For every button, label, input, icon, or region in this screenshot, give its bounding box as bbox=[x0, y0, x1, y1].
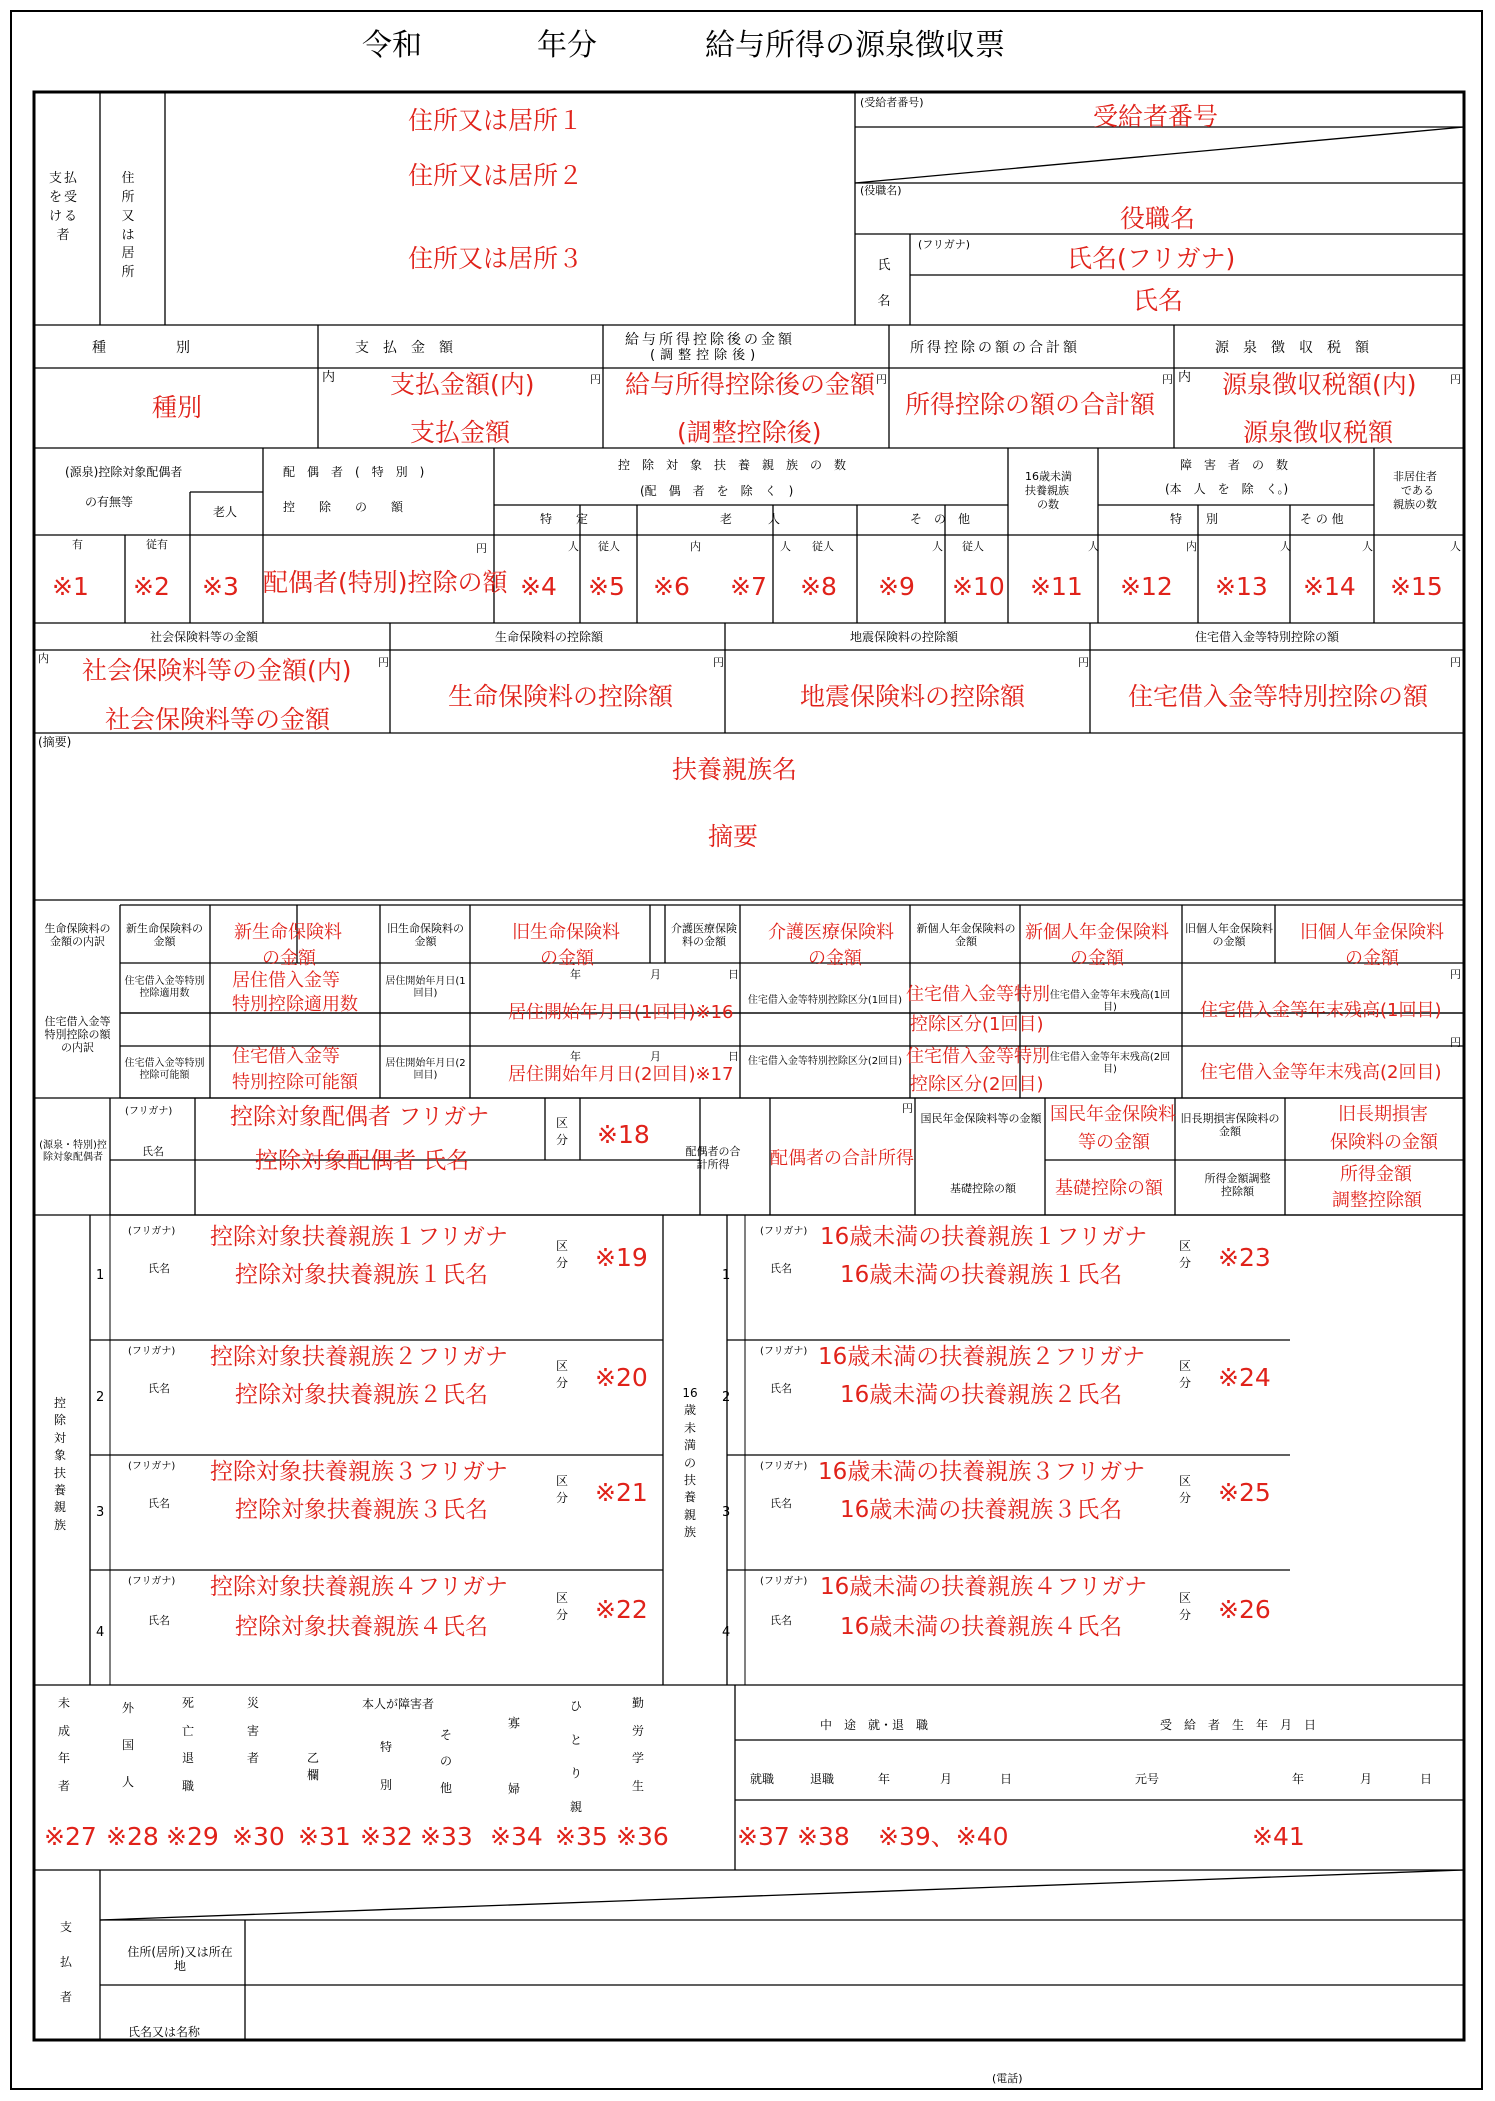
mark-27[interactable]: ※27 bbox=[44, 1822, 97, 1851]
nin-mark: 人 bbox=[932, 540, 943, 553]
day-mark: 日 bbox=[728, 968, 739, 981]
yen-mark: 円 bbox=[1450, 968, 1461, 981]
spouse-income-header: 配偶者の合計所得 bbox=[685, 1145, 741, 1172]
withholding-tax-header: 源 泉 徴 収 税 額 bbox=[1215, 340, 1369, 356]
month-mark: 月 bbox=[650, 1050, 661, 1063]
uchi-mark: 内 bbox=[1186, 540, 1197, 553]
balance-2-header: 住宅借入金等年末残高(2回目) bbox=[1049, 1052, 1171, 1075]
balance-2[interactable]: 住宅借入金等年末残高(2回目) bbox=[1200, 1062, 1442, 1083]
life-insurance-deduction[interactable]: 生命保険料の控除額 bbox=[448, 682, 674, 711]
u16-kana-label: (フリガナ) bbox=[760, 1461, 808, 1472]
balance-1-header: 住宅借入金等年末残高(1回目) bbox=[1049, 990, 1171, 1013]
income-adjust[interactable]: 所得金額 bbox=[1340, 1164, 1412, 1185]
nonresident-header-2: である bbox=[1401, 484, 1434, 497]
mark-20[interactable]: ※20 bbox=[595, 1363, 648, 1392]
mark-8[interactable]: ※8 bbox=[800, 572, 837, 601]
yen-mark: 円 bbox=[476, 542, 487, 555]
disability-count-header-2: (本 人 を 除 く。) bbox=[1165, 482, 1289, 496]
yen-mark: 円 bbox=[1078, 656, 1089, 669]
mark-41[interactable]: ※41 bbox=[1252, 1822, 1305, 1851]
u16-name[interactable]: 16歳未満の扶養親族４氏名 bbox=[840, 1614, 1123, 1640]
nin-mark: 人 bbox=[1088, 540, 1099, 553]
widow-header: 寡婦 bbox=[507, 1716, 520, 1796]
month-mark: 月 bbox=[650, 968, 661, 981]
new-life-amount-2[interactable]: の金額 bbox=[262, 948, 316, 969]
mark-39-40[interactable]: ※39、※40 bbox=[878, 1822, 1009, 1851]
u16-no: 4 bbox=[722, 1625, 731, 1640]
payer-label: 支払者 bbox=[59, 1920, 72, 2004]
disability-other-label: その他 bbox=[439, 1728, 452, 1795]
u16-kana-label: (フリガナ) bbox=[760, 1576, 808, 1587]
dep-kubun-label: 区分 bbox=[555, 1239, 568, 1271]
u16-kubun-label: 区分 bbox=[1178, 1239, 1191, 1271]
withholding-tax-inner[interactable]: 源泉徴収税額(内) bbox=[1222, 370, 1417, 399]
spouse-kubun-label: 区分 bbox=[555, 1116, 568, 1148]
other-header: そ の 他 bbox=[910, 512, 971, 526]
old-longterm-2[interactable]: 保険料の金額 bbox=[1330, 1132, 1438, 1153]
dep-kubun-label: 区分 bbox=[555, 1474, 568, 1506]
spouse-section-label: (源泉・特別)控除対象配偶者 bbox=[39, 1140, 107, 1163]
mark-31[interactable]: ※31 bbox=[298, 1822, 351, 1851]
spouse-deduction-amount[interactable]: 配偶者(特別)控除の額 bbox=[263, 568, 508, 597]
yen-mark: 円 bbox=[1450, 1036, 1461, 1049]
dependent-kana[interactable]: 控除対象扶養親族４フリガナ bbox=[210, 1574, 508, 1600]
mark-9[interactable]: ※9 bbox=[878, 572, 915, 601]
ju-yes-label: 従有 bbox=[146, 538, 168, 551]
name-kana[interactable]: 氏名(フリガナ) bbox=[1067, 244, 1236, 273]
day-mark: 日 bbox=[728, 1050, 739, 1063]
mark-7[interactable]: ※7 bbox=[730, 572, 767, 601]
year-mark: 年 bbox=[570, 1050, 581, 1063]
kana-label: (フリガナ) bbox=[918, 238, 971, 251]
uchi-mark: 内 bbox=[322, 370, 336, 385]
old-pension-amount[interactable]: 旧個人年金保険料 bbox=[1300, 922, 1444, 943]
housing-loan-deduction[interactable]: 住宅借入金等特別控除の額 bbox=[1128, 682, 1429, 711]
mark-1[interactable]: ※1 bbox=[52, 572, 89, 601]
nenbun-label: 年分 bbox=[537, 28, 597, 63]
midway-month-header: 月 bbox=[940, 1772, 953, 1786]
mark-38[interactable]: ※38 bbox=[797, 1822, 850, 1851]
mark-24[interactable]: ※24 bbox=[1218, 1363, 1271, 1392]
mark-22[interactable]: ※22 bbox=[595, 1595, 648, 1624]
nin-mark: 人 bbox=[1280, 540, 1291, 553]
mark-35[interactable]: ※35 bbox=[555, 1822, 608, 1851]
dep-name-label: 氏名 bbox=[148, 1614, 170, 1627]
u16-name[interactable]: 16歳未満の扶養親族３氏名 bbox=[840, 1497, 1123, 1523]
specific-header: 特 定 bbox=[540, 512, 589, 526]
mark-37[interactable]: ※37 bbox=[737, 1822, 790, 1851]
juunin-mark: 従人 bbox=[812, 540, 834, 553]
kubun-1-header: 住宅借入金等特別控除区分(1回目) bbox=[747, 995, 903, 1006]
u16-name-label: 氏名 bbox=[770, 1497, 792, 1510]
u16-kana-label: (フリガナ) bbox=[760, 1226, 808, 1237]
life-insurance-header: 生命保険料の控除額 bbox=[495, 630, 604, 644]
old-life-amount[interactable]: 旧生命保険料 bbox=[512, 922, 620, 943]
dependents-count-header: 控 除 対 象 扶 養 親 族 の 数 bbox=[618, 458, 847, 472]
u16-kana-label: (フリガナ) bbox=[760, 1346, 808, 1357]
u16-kana[interactable]: 16歳未満の扶養親族３フリガナ bbox=[818, 1459, 1146, 1485]
life-breakdown-label: 生命保険料の金額の内訳 bbox=[44, 922, 111, 949]
income-adjust-2[interactable]: 調整控除額 bbox=[1332, 1190, 1422, 1211]
spouse-exists-header-2: の有無等 bbox=[85, 495, 134, 509]
yen-mark: 円 bbox=[1450, 656, 1461, 669]
mark-10[interactable]: ※10 bbox=[952, 572, 1005, 601]
position-label: (役職名) bbox=[860, 184, 902, 197]
total-deduction-amount[interactable]: 所得控除の額の合計額 bbox=[905, 390, 1156, 419]
uchi-mark: 内 bbox=[1178, 370, 1192, 385]
yen-mark: 円 bbox=[1162, 373, 1173, 386]
dependent-kana[interactable]: 控除対象扶養親族３フリガナ bbox=[210, 1459, 508, 1485]
mark-15[interactable]: ※15 bbox=[1390, 572, 1443, 601]
dependent-name[interactable]: 控除対象扶養親族１氏名 bbox=[235, 1262, 488, 1288]
pay-header: 支 払 金 額 bbox=[355, 340, 453, 356]
foreigner-header: 外国人 bbox=[121, 1701, 134, 1790]
name-value[interactable]: 氏名 bbox=[1133, 286, 1184, 315]
income-adjust-header: 所得金額調整控除額 bbox=[1204, 1172, 1271, 1199]
u16-name-label: 氏名 bbox=[770, 1614, 792, 1627]
old-header: 老 人 bbox=[720, 512, 781, 526]
under16-header: 16歳未満 bbox=[1025, 470, 1072, 483]
u16-no: 2 bbox=[722, 1390, 731, 1405]
dependents-section-label: 控除対象扶養親族 bbox=[53, 1396, 66, 1532]
mark-23[interactable]: ※23 bbox=[1218, 1243, 1271, 1272]
dependent-name[interactable]: 控除対象扶養親族４氏名 bbox=[235, 1614, 488, 1640]
birth-month-header: 月 bbox=[1360, 1772, 1373, 1786]
dependent-kana[interactable]: 控除対象扶養親族１フリガナ bbox=[210, 1224, 508, 1250]
after-deduction-subheader: (調整控除後) bbox=[650, 348, 761, 363]
spouse-name[interactable]: 控除対象配偶者 氏名 bbox=[255, 1148, 470, 1174]
minor-header: 未成年者 bbox=[57, 1696, 70, 1793]
spouse-exists-header: (源泉)控除対象配偶者 bbox=[65, 465, 183, 479]
national-pension[interactable]: 国民年金保険料 bbox=[1050, 1104, 1176, 1125]
basic-deduction[interactable]: 基礎控除の額 bbox=[1055, 1178, 1163, 1199]
disability-count-header: 障 害 者 の 数 bbox=[1180, 458, 1289, 472]
nin-mark: 人 bbox=[780, 540, 791, 553]
loan-possible[interactable]: 住宅借入金等 bbox=[232, 1046, 340, 1067]
old-life-amount-2[interactable]: の金額 bbox=[540, 948, 594, 969]
nin-mark: 人 bbox=[568, 540, 579, 553]
recipient-side-label: 支払を受ける者 bbox=[48, 171, 79, 243]
elder-header: 老人 bbox=[213, 505, 238, 519]
old-life-header: 旧生命保険料の金額 bbox=[387, 922, 464, 949]
withholding-tax-amount[interactable]: 源泉徴収税額 bbox=[1243, 418, 1394, 447]
mark-6[interactable]: ※6 bbox=[653, 572, 690, 601]
start-date-1-header: 居住開始年月日(1回目) bbox=[385, 976, 466, 999]
u16-kana[interactable]: 16歳未満の扶養親族４フリガナ bbox=[820, 1574, 1148, 1600]
spouse-deduction-header-2: 控 除 の 額 bbox=[283, 500, 404, 514]
dependent-name[interactable]: 控除対象扶養親族３氏名 bbox=[235, 1497, 488, 1523]
otsu-header: 乙欄 bbox=[306, 1751, 319, 1783]
name-label: 氏名 bbox=[877, 258, 891, 310]
year-mark: 年 bbox=[570, 968, 581, 981]
u16-no: 3 bbox=[722, 1505, 731, 1520]
total-deduction-header: 所得控除の額の合計額 bbox=[910, 340, 1080, 356]
form-title: 給与所得の源泉徴収票 bbox=[705, 28, 1005, 63]
self-disability-header: 本人が障害者 bbox=[362, 1697, 435, 1711]
mark-2[interactable]: ※2 bbox=[133, 572, 170, 601]
summary-label: (摘要) bbox=[38, 735, 72, 749]
dependent-no: 3 bbox=[96, 1505, 105, 1520]
old-longterm[interactable]: 旧長期損害 bbox=[1338, 1104, 1428, 1125]
payer-address-label: 住所(居所)又は所在地 bbox=[127, 1945, 233, 1974]
dep-kana-label: (フリガナ) bbox=[128, 1461, 176, 1472]
mark-11[interactable]: ※11 bbox=[1030, 572, 1083, 601]
under16-section-label: 16歳未満の扶養親族 bbox=[682, 1386, 698, 1540]
balance-1[interactable]: 住宅借入金等年末残高(1回目) bbox=[1200, 1000, 1442, 1021]
summary-text[interactable]: 摘要 bbox=[708, 822, 759, 851]
juunin-mark: 従人 bbox=[962, 540, 984, 553]
earthquake-insurance-deduction[interactable]: 地震保険料の控除額 bbox=[800, 682, 1026, 711]
yen-mark: 円 bbox=[1450, 373, 1461, 386]
dependent-name[interactable]: 控除対象扶養親族２氏名 bbox=[235, 1382, 488, 1408]
loan-count[interactable]: 居住借入金等 bbox=[232, 970, 340, 991]
dep-name-label: 氏名 bbox=[148, 1497, 170, 1510]
start-date-2[interactable]: 居住開始年月日(2回目)※17 bbox=[508, 1064, 734, 1085]
new-life-header: 新生命保険料の金額 bbox=[126, 922, 203, 949]
mark-4[interactable]: ※4 bbox=[520, 572, 557, 601]
dep-kubun-label: 区分 bbox=[555, 1359, 568, 1391]
after-deduction-amount[interactable]: 給与所得控除後の金額 bbox=[625, 370, 876, 399]
mark-13[interactable]: ※13 bbox=[1215, 572, 1268, 601]
care-insurance-amount-2[interactable]: の金額 bbox=[808, 948, 862, 969]
mark-29[interactable]: ※29 bbox=[166, 1822, 219, 1851]
pay-amount-inner[interactable]: 支払金額(内) bbox=[390, 370, 535, 399]
student-header: 勤労学生 bbox=[631, 1696, 644, 1793]
u16-name-label: 氏名 bbox=[770, 1262, 792, 1275]
start-date-1[interactable]: 居住開始年月日(1回目)※16 bbox=[508, 1002, 734, 1023]
u16-kubun-label: 区分 bbox=[1178, 1591, 1191, 1623]
kubun-1-2[interactable]: 控除区分(1回目) bbox=[910, 1014, 1044, 1035]
mark-3[interactable]: ※3 bbox=[202, 572, 239, 601]
dep-kana-label: (フリガナ) bbox=[128, 1576, 176, 1587]
reiwa-label: 令和 bbox=[362, 28, 422, 63]
uchi-mark: 内 bbox=[38, 652, 49, 665]
mark-36[interactable]: ※36 bbox=[616, 1822, 669, 1851]
disability-other-header: そ の 他 bbox=[1300, 512, 1344, 526]
leave-header: 退職 bbox=[810, 1772, 835, 1786]
under16-header-3: の数 bbox=[1037, 498, 1059, 511]
u16-name[interactable]: 16歳未満の扶養親族２氏名 bbox=[840, 1382, 1123, 1408]
old-longterm-header: 旧長期損害保険料の金額 bbox=[1180, 1112, 1280, 1139]
kind-header: 種 別 bbox=[92, 340, 190, 356]
nin-mark: 人 bbox=[1362, 540, 1373, 553]
kubun-2-header: 住宅借入金等特別控除区分(2回目) bbox=[747, 1056, 903, 1067]
mark-32[interactable]: ※32 bbox=[360, 1822, 413, 1851]
join-header: 就職 bbox=[750, 1772, 775, 1786]
address-line-3[interactable]: 住所又は居所３ bbox=[408, 244, 584, 273]
single-parent-header: ひとり親 bbox=[569, 1699, 582, 1814]
new-pension-amount-2[interactable]: の金額 bbox=[1070, 948, 1124, 969]
dependent-no: 2 bbox=[96, 1390, 105, 1405]
juunin-mark: 従人 bbox=[598, 540, 620, 553]
address-line-2[interactable]: 住所又は居所２ bbox=[408, 161, 584, 190]
yen-mark: 円 bbox=[902, 1102, 913, 1115]
uchi-mark: 内 bbox=[690, 540, 701, 553]
payer-name-label: 氏名又は名称 bbox=[128, 2025, 201, 2039]
care-insurance-amount[interactable]: 介護医療保険料 bbox=[768, 922, 894, 943]
kind-value[interactable]: 種別 bbox=[152, 393, 203, 422]
national-pension-header: 国民年金保険料等の金額 bbox=[920, 1112, 1042, 1125]
address-line-1[interactable]: 住所又は居所１ bbox=[408, 106, 584, 135]
dependent-no: 1 bbox=[96, 1268, 105, 1283]
u16-name[interactable]: 16歳未満の扶養親族１氏名 bbox=[840, 1262, 1123, 1288]
midway-day-header: 日 bbox=[1000, 1772, 1013, 1786]
loan-count-header: 住宅借入金等特別控除適用数 bbox=[124, 976, 205, 999]
phone-label: (電話) bbox=[992, 2072, 1023, 2085]
social-insurance-inner[interactable]: 社会保険料等の金額(内) bbox=[82, 656, 352, 685]
national-pension-2[interactable]: 等の金額 bbox=[1078, 1132, 1150, 1153]
mark-19[interactable]: ※19 bbox=[595, 1243, 648, 1272]
u16-kana[interactable]: 16歳未満の扶養親族１フリガナ bbox=[820, 1224, 1148, 1250]
birth-header: 受 給 者 生 年 月 日 bbox=[1160, 1718, 1317, 1732]
after-deduction-adjusted[interactable]: (調整控除後) bbox=[677, 418, 822, 447]
nin-mark: 人 bbox=[1450, 540, 1461, 553]
dep-name-label: 氏名 bbox=[148, 1262, 170, 1275]
dependent-kana[interactable]: 控除対象扶養親族２フリガナ bbox=[210, 1344, 508, 1370]
disability-special-header: 特 別 bbox=[1170, 512, 1219, 526]
dependents-count-header-2: (配 偶 者 を 除 く ) bbox=[640, 484, 794, 498]
under16-header-2: 扶養親族 bbox=[1025, 484, 1069, 497]
kubun-2-2[interactable]: 控除区分(2回目) bbox=[910, 1074, 1044, 1095]
mark-26[interactable]: ※26 bbox=[1218, 1595, 1271, 1624]
mark-14[interactable]: ※14 bbox=[1303, 572, 1356, 601]
mark-34[interactable]: ※34 bbox=[490, 1822, 543, 1851]
mark-18[interactable]: ※18 bbox=[597, 1120, 650, 1149]
mark-33[interactable]: ※33 bbox=[420, 1822, 473, 1851]
spouse-kana[interactable]: 控除対象配偶者 フリガナ bbox=[230, 1104, 490, 1130]
mark-25[interactable]: ※25 bbox=[1218, 1478, 1271, 1507]
u16-no: 1 bbox=[722, 1268, 731, 1283]
dependent-no: 4 bbox=[96, 1625, 105, 1640]
yen-mark: 円 bbox=[713, 656, 724, 669]
new-pension-amount[interactable]: 新個人年金保険料 bbox=[1025, 922, 1169, 943]
loan-count-2[interactable]: 特別控除適用数 bbox=[232, 994, 358, 1015]
spouse-income[interactable]: 配偶者の合計所得 bbox=[770, 1148, 914, 1169]
mark-30[interactable]: ※30 bbox=[232, 1822, 285, 1851]
yen-mark: 円 bbox=[378, 656, 389, 669]
spouse-deduction-header: 配 偶 者 ( 特 別 ) bbox=[283, 465, 425, 479]
loan-possible-2[interactable]: 特別控除可能額 bbox=[232, 1072, 358, 1093]
yen-mark: 円 bbox=[590, 373, 601, 386]
yen-mark: 円 bbox=[876, 373, 887, 386]
mark-5[interactable]: ※5 bbox=[588, 572, 625, 601]
yes-label: 有 bbox=[72, 538, 83, 551]
mark-28[interactable]: ※28 bbox=[106, 1822, 159, 1851]
birth-year-header: 年 bbox=[1292, 1772, 1305, 1786]
new-pension-header: 新個人年金保険料の金額 bbox=[916, 922, 1016, 949]
kubun-2[interactable]: 住宅借入金等特別 bbox=[906, 1046, 1050, 1067]
u16-kana[interactable]: 16歳未満の扶養親族２フリガナ bbox=[818, 1344, 1146, 1370]
spouse-name-label: 氏名 bbox=[142, 1145, 164, 1158]
old-pension-amount-2[interactable]: の金額 bbox=[1345, 948, 1399, 969]
pay-amount[interactable]: 支払金額 bbox=[410, 418, 511, 447]
nonresident-header: 非居住者 bbox=[1393, 470, 1437, 483]
recipient-number[interactable]: 受給者番号 bbox=[1093, 102, 1219, 131]
nonresident-header-3: 親族の数 bbox=[1393, 498, 1437, 511]
housing-loan-header: 住宅借入金等特別控除の額 bbox=[1195, 630, 1340, 644]
midway-header: 中 途 就・退 職 bbox=[820, 1718, 929, 1732]
u16-name-label: 氏名 bbox=[770, 1382, 792, 1395]
dep-kubun-label: 区分 bbox=[555, 1591, 568, 1623]
recipient-number-label: (受給者番号) bbox=[860, 96, 924, 109]
u16-kubun-label: 区分 bbox=[1178, 1474, 1191, 1506]
death-retire-header: 死亡退職 bbox=[181, 1696, 194, 1793]
address-label: 住所又は居所 bbox=[121, 171, 135, 281]
earthquake-insurance-header: 地震保険料の控除額 bbox=[850, 630, 959, 644]
social-insurance-amount[interactable]: 社会保険料等の金額 bbox=[105, 705, 331, 734]
after-deduction-header: 給与所得控除後の金額 bbox=[625, 332, 795, 348]
old-pension-header: 旧個人年金保険料の金額 bbox=[1185, 922, 1273, 949]
dep-kana-label: (フリガナ) bbox=[128, 1346, 176, 1357]
position-value[interactable]: 役職名 bbox=[1120, 204, 1196, 233]
disaster-header: 災害者 bbox=[246, 1696, 259, 1766]
u16-kubun-label: 区分 bbox=[1178, 1359, 1191, 1391]
disability-special-label: 特別 bbox=[379, 1740, 392, 1793]
birth-day-header: 日 bbox=[1420, 1772, 1433, 1786]
loan-breakdown-label: 住宅借入金等特別控除の額の内訳 bbox=[44, 1015, 111, 1055]
era-header: 元号 bbox=[1135, 1772, 1160, 1786]
spouse-kana-label: (フリガナ) bbox=[125, 1106, 173, 1117]
new-life-amount[interactable]: 新生命保険料 bbox=[234, 922, 342, 943]
mark-21[interactable]: ※21 bbox=[595, 1478, 648, 1507]
dep-name-label: 氏名 bbox=[148, 1382, 170, 1395]
care-insurance-header: 介護医療保険料の金額 bbox=[671, 922, 737, 949]
kubun-1[interactable]: 住宅借入金等特別 bbox=[906, 984, 1050, 1005]
mark-12[interactable]: ※12 bbox=[1120, 572, 1173, 601]
dep-kana-label: (フリガナ) bbox=[128, 1226, 176, 1237]
start-date-2-header: 居住開始年月日(2回目) bbox=[385, 1058, 466, 1081]
loan-possible-header: 住宅借入金等特別控除可能額 bbox=[124, 1058, 205, 1081]
dependents-names[interactable]: 扶養親族名 bbox=[672, 755, 798, 784]
basic-deduction-header: 基礎控除の額 bbox=[950, 1182, 1016, 1195]
midway-year-header: 年 bbox=[878, 1772, 891, 1786]
social-insurance-header: 社会保険料等の金額 bbox=[150, 630, 259, 644]
